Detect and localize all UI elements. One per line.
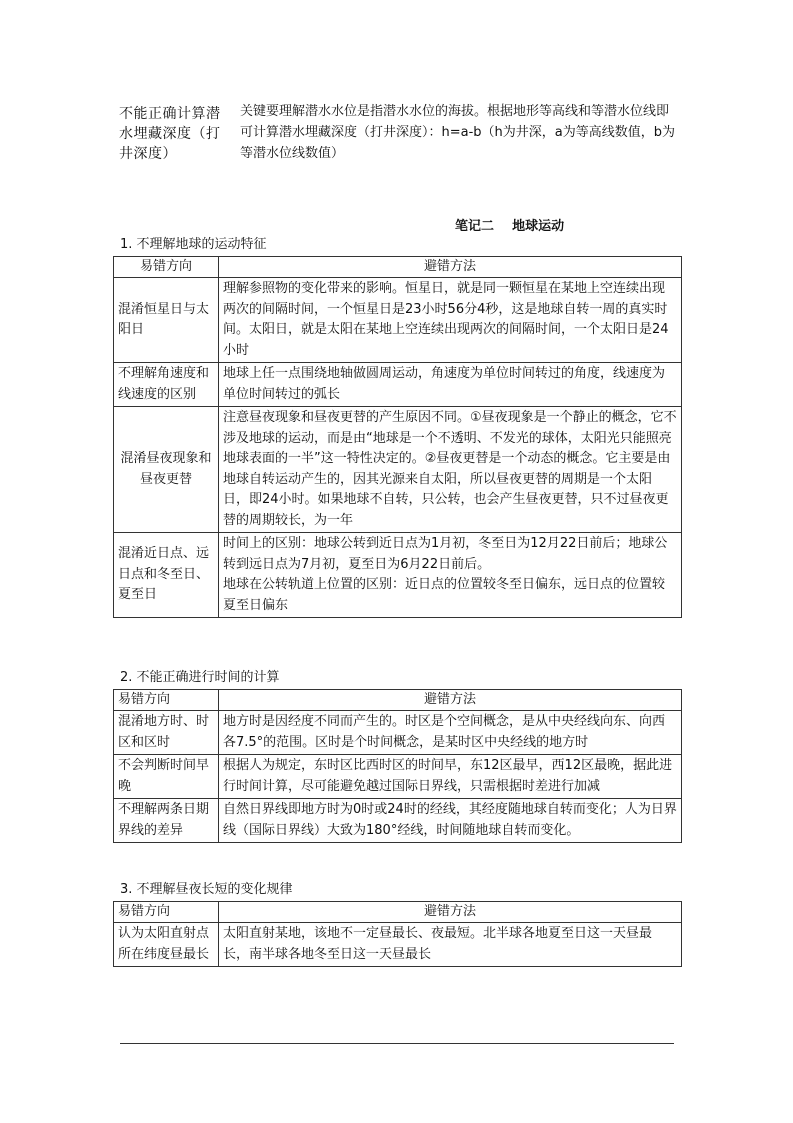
col-error-direction: 易错方向: [114, 902, 219, 923]
row-label: 混淆昼夜现象和昼夜更替: [114, 407, 219, 533]
row-label: 不会判断时间早晚: [114, 755, 219, 799]
col-error-direction: 易错方向: [114, 690, 219, 711]
row-text: 自然日界线即地方时为0时或24时的经线，其经度随地球自转而变化；人为日界线（国际日界线）大致为180°经线，时间随地球自转而变化。: [219, 799, 682, 843]
row-text: 地球上任一点围绕地轴做圆周运动，角速度为单位时间转过的角度，线速度为单位时间转过的弧长: [219, 363, 682, 407]
table-header-row: [114, 690, 682, 711]
row-label: 认为太阳直射点所在纬度昼最长: [114, 923, 219, 967]
table-header-row: [114, 902, 682, 923]
col-avoid-method: 避错方法: [219, 690, 682, 711]
row-text-part-2: 地球在公转轨道上位置的区别：近日点的位置较冬至日偏东，远日点的位置较夏至日偏东: [223, 577, 666, 613]
row-text: [219, 533, 682, 618]
section-3-table: [113, 901, 682, 967]
row-label: 混淆近日点、远日点和冬至日、夏至日: [114, 533, 219, 618]
top-avoid-text: 关键要理解潜水水位是指潜水水位的海拔。根据地形等高线和等潜水位线即可计算潜水埋藏深度（打井深度）：h=a-b（h为井深，a为等高线数值，b为等潜水位线数值）: [240, 104, 675, 161]
col-error-direction: 易错方向: [114, 257, 219, 278]
footer-divider: [120, 1043, 674, 1044]
table-row: [114, 755, 682, 799]
row-label: 混淆地方时、时区和区时: [114, 711, 219, 755]
top-error-label: 不能正确计算潜水埋藏深度（打井深度）: [119, 106, 221, 162]
section-2-table: [113, 689, 682, 843]
table-header-row: [114, 257, 682, 278]
row-text: 太阳直射某地，该地不一定昼最长、夜最短。北半球各地夏至日这一天昼最长，南半球各地冬至日这一天昼最长: [219, 923, 682, 967]
table-row: [114, 533, 682, 618]
section-3-heading: 3. 不理解昼夜长短的变化规律: [120, 882, 293, 897]
row-text: 地方时是因经度不同而产生的。时区是个空间概念，是从中央经线向东、向西各7.5°的范围。区时是个时间概念，是某时区中央经线的地方时: [219, 711, 682, 755]
row-label: 不理解角速度和线速度的区别: [114, 363, 219, 407]
section-2-heading: 2. 不能正确进行时间的计算: [120, 670, 280, 685]
row-text: 注意昼夜现象和昼夜更替的产生原因不同。①昼夜现象是一个静止的概念，它不涉及地球的运动，而是由“地球是一个不透明、不发光的球体，太阳光只能照亮地球表面的一半”这一特性决定的。②昼夜更替是一个动态的概念。它主要是由地球自转运动产生的，因其光源来自太阳，所以昼夜更替的周期是一个太阳日，即24小时。如果地球不自转，只公转，也会产生昼夜更替，只不过昼夜更替的周期较长，为一年: [219, 407, 682, 533]
section-1-heading: 1. 不理解地球的运动特征: [120, 237, 267, 252]
row-text: 根据人为规定，东时区比西时区的时间早，东12区最早，西12区最晚，据此进行时间计算，尽可能避免越过国际日界线，只需根据时差进行加减: [219, 755, 682, 799]
section-title: 笔记二 地球运动: [455, 219, 565, 234]
col-avoid-method: 避错方法: [219, 902, 682, 923]
table-row: [114, 799, 682, 843]
table-row: [114, 407, 682, 533]
row-text: 理解参照物的变化带来的影响。恒星日，就是同一颗恒星在某地上空连续出现两次的间隔时间，一个恒星日是23小时56分4秒，这是地球自转一周的真实时间。太阳日，就是太阳在某地上空连续出现两次的间隔时间，一个太阳日是24小时: [219, 278, 682, 363]
table-row: [114, 278, 682, 363]
row-text-part-1: 时间上的区别：地球公转到近日点为1月初，冬至日为12月22日前后；地球公转到远日点为7月初，夏至日为6月22日前后。: [223, 536, 668, 572]
table-row: [114, 711, 682, 755]
col-avoid-method: 避错方法: [219, 257, 682, 278]
table-row: [114, 363, 682, 407]
table-row: [114, 923, 682, 967]
section-1-table: [113, 256, 682, 618]
row-label: 混淆恒星日与太阳日: [114, 278, 219, 363]
row-label: 不理解两条日期界线的差异: [114, 799, 219, 843]
